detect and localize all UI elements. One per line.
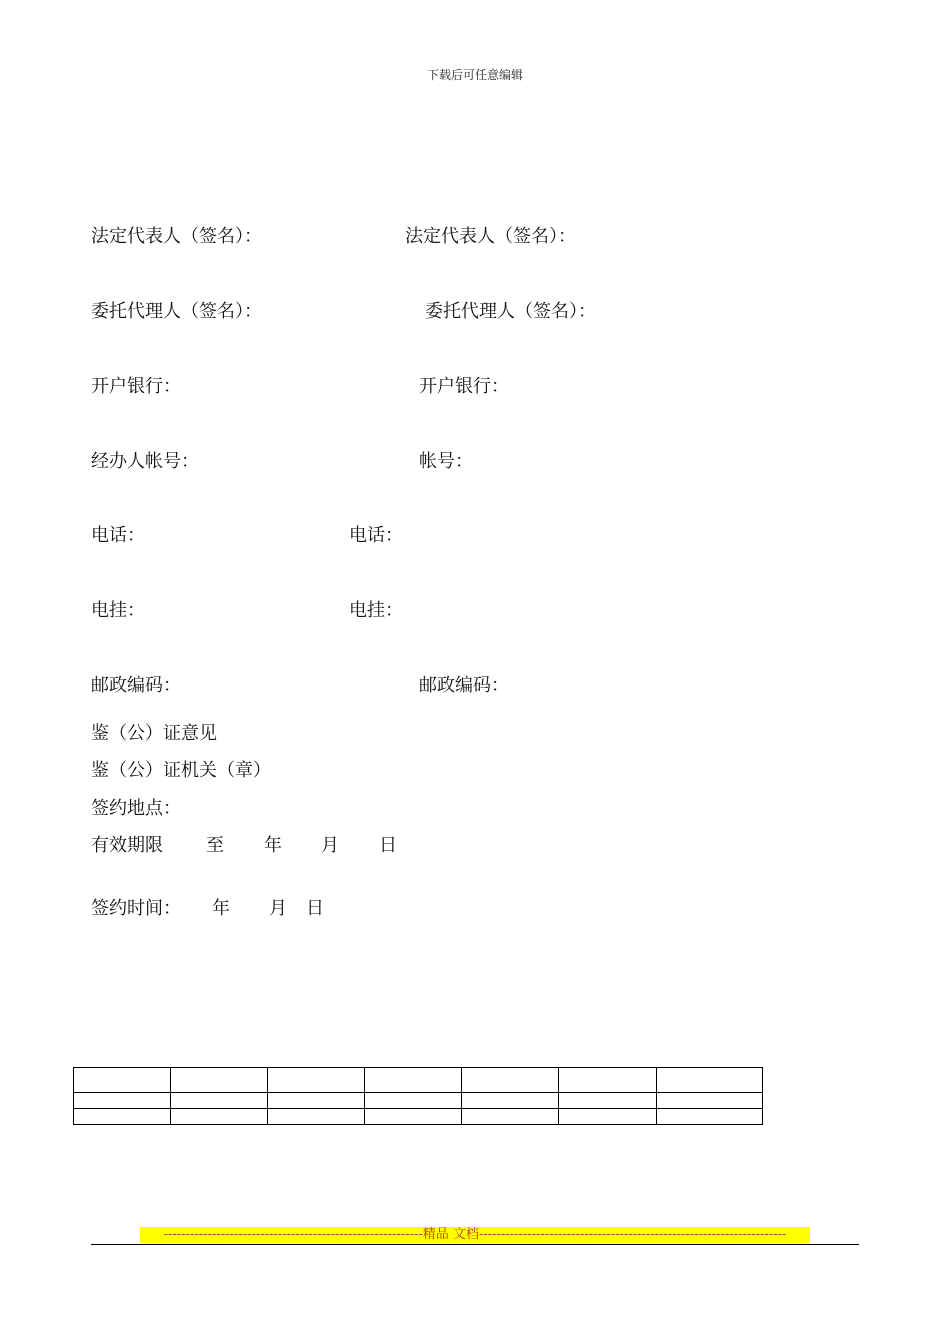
- legal-rep-right: 法定代表人（签名）：: [405, 226, 576, 247]
- validity-to: 至: [206, 835, 224, 856]
- table-cell: [365, 1109, 462, 1125]
- table-cell: [268, 1093, 365, 1109]
- signing-place: 签约地点：: [91, 798, 181, 819]
- footer-divider: [91, 1244, 859, 1245]
- validity-year: 年: [264, 835, 282, 856]
- table-cell: [268, 1109, 365, 1125]
- table-row: [74, 1068, 763, 1093]
- notary-opinion: 鉴（公）证意见: [91, 723, 217, 744]
- bank-right: 开户银行：: [419, 376, 509, 397]
- table-cell: [171, 1109, 268, 1125]
- footer-dashes-right: ----------------------------------------------------------------------: [478, 1227, 787, 1242]
- footer-highlight-bar: [140, 1227, 810, 1243]
- table-cell: [462, 1093, 559, 1109]
- table-cell: [462, 1068, 559, 1093]
- notary-office: 鉴（公）证机关（章）: [91, 760, 271, 781]
- sign-time-label: 签约时间：: [91, 898, 181, 919]
- sign-time-year: 年: [212, 898, 230, 919]
- telegraph-left: 电挂：: [91, 600, 145, 621]
- validity-label: 有效期限: [91, 835, 163, 856]
- table-cell: [74, 1109, 171, 1125]
- table-cell: [657, 1093, 763, 1109]
- phone-right: 电话：: [349, 525, 403, 546]
- table-cell: [171, 1093, 268, 1109]
- sign-time-day: 日: [306, 898, 324, 919]
- account-right: 帐号：: [419, 451, 473, 472]
- telegraph-right: 电挂：: [349, 600, 403, 621]
- table-cell: [462, 1109, 559, 1125]
- footer-dashes-left: -----------------------------------------------------------: [163, 1227, 423, 1242]
- table-cell: [559, 1109, 657, 1125]
- sign-time-month: 月: [269, 898, 287, 919]
- table-cell: [365, 1093, 462, 1109]
- table-cell: [559, 1068, 657, 1093]
- table-cell: [74, 1068, 171, 1093]
- table-cell: [171, 1068, 268, 1093]
- account-left: 经办人帐号：: [91, 451, 199, 472]
- bank-left: 开户银行：: [91, 376, 181, 397]
- agent-right: 委托代理人（签名）：: [425, 301, 596, 322]
- phone-left: 电话：: [91, 525, 145, 546]
- agent-left: 委托代理人（签名）：: [91, 301, 262, 322]
- table-cell: [365, 1068, 462, 1093]
- blank-grid-table: [73, 1067, 763, 1125]
- header-note: 下载后可任意编辑: [426, 68, 523, 82]
- table-row: [74, 1093, 763, 1109]
- table-cell: [657, 1068, 763, 1093]
- table-cell: [657, 1109, 763, 1125]
- postcode-left: 邮政编码：: [91, 675, 181, 696]
- footer-text: 精品 文档: [422, 1227, 479, 1242]
- table-cell: [268, 1068, 365, 1093]
- table-cell: [74, 1093, 171, 1109]
- validity-day: 日: [379, 835, 397, 856]
- legal-rep-left: 法定代表人（签名）：: [91, 226, 262, 247]
- table-row: [74, 1109, 763, 1125]
- validity-month: 月: [321, 835, 339, 856]
- table-cell: [559, 1093, 657, 1109]
- postcode-right: 邮政编码：: [419, 675, 509, 696]
